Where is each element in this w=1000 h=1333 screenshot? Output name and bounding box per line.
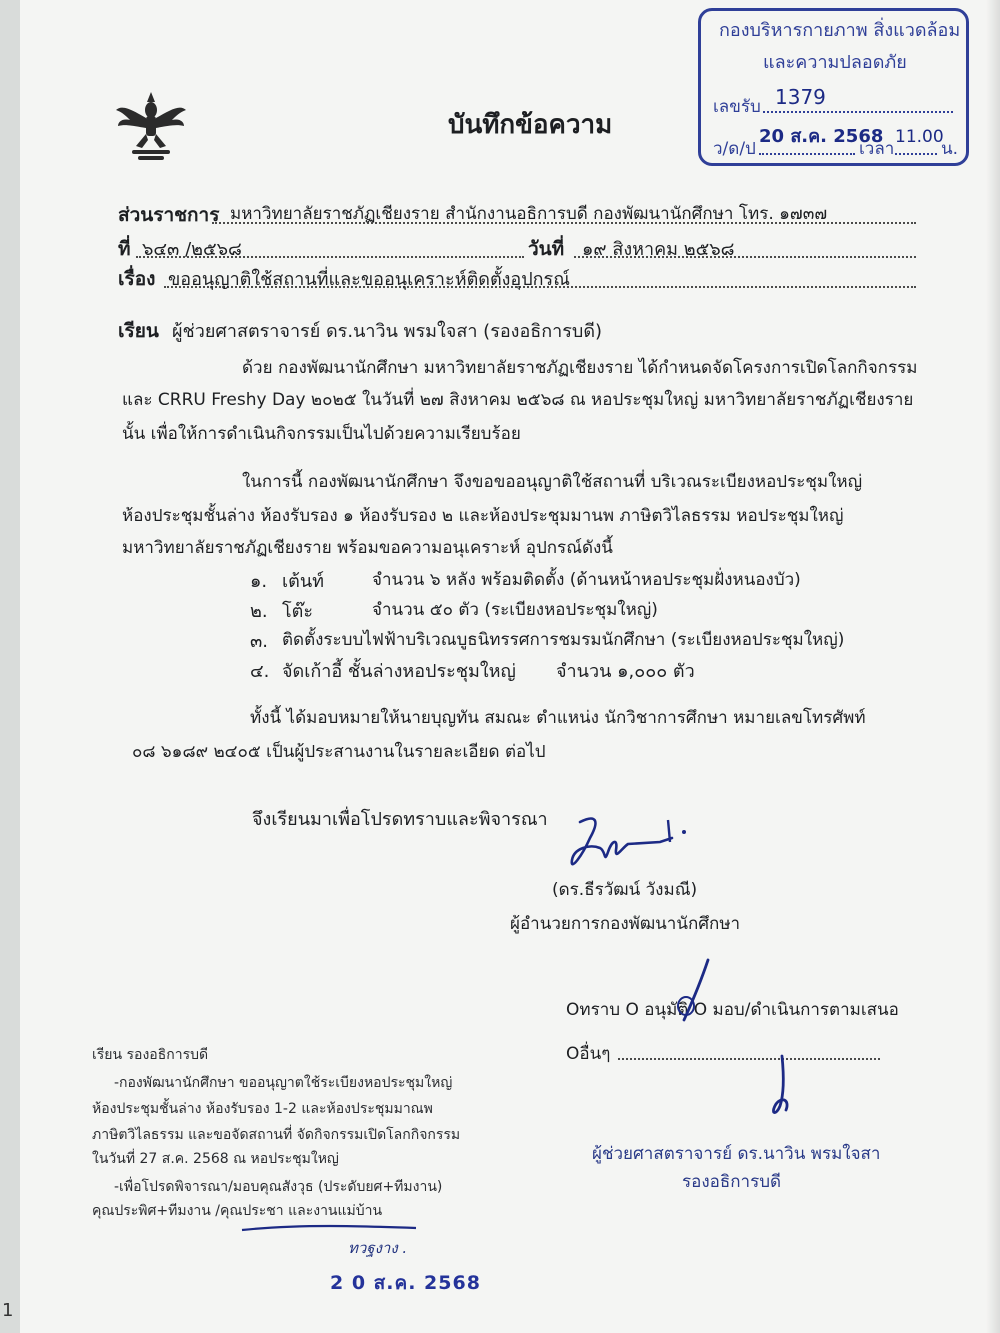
- closing-line: จึงเรียนมาเพื่อโปรดทราบและพิจารณา: [252, 809, 548, 830]
- item-2-detail: จำนวน ๕๐ ตัว (ระเบียงหอประชุมใหญ่): [372, 600, 658, 620]
- signer-title: ผู้อำนวยการกองพัฒนานักศึกษา: [510, 914, 741, 934]
- stamp-recv-label: เลขรับ: [713, 97, 761, 117]
- doc-date-label: วันที่: [528, 238, 565, 260]
- paragraph1-line3: นั้น เพื่อให้การดำเนินกิจกรรมเป็นไปด้วยความเรียบร้อย: [122, 424, 521, 444]
- stamp-time-label: เวลา: [859, 139, 895, 159]
- item-4-name: จัดเก้าอี้ ชั้นล่างหอประชุมใหญ่: [282, 661, 516, 682]
- item-2-no: ๒.: [250, 601, 268, 622]
- dept-label: ส่วนราชการ: [118, 204, 220, 226]
- director-signature: [560, 808, 700, 880]
- note-line5: ในวันที่ 27 ส.ค. 2568 ณ หอประชุมใหญ่: [92, 1151, 339, 1167]
- approver-title: รองอธิการบดี: [682, 1172, 782, 1192]
- item-4-no: ๔.: [250, 661, 270, 682]
- item-3-name: ติดตั้งระบบไฟฟ้าบริเวณบูธนิทรรศการชมรมนักศึกษา (ระเบียงหอประชุมใหญ่): [282, 630, 845, 650]
- approval-mark: [672, 954, 822, 1124]
- edge-mark: 1: [2, 1300, 14, 1321]
- note-line6: -เพื่อโปรดพิจารณา/มอบคุณสังวุธ (ประดับยศ+ทีมงาน): [114, 1179, 443, 1195]
- item-4-detail: จำนวน ๑,๐๐๐ ตัว: [556, 661, 695, 682]
- to-value: ผู้ช่วยศาสตราจารย์ ดร.นาวิน พรมใจสา (รองอธิการบดี): [172, 321, 603, 342]
- note-line7: คุณประพิศ+ทีมงาน /คุณประชา และงานแม่บ้าน: [92, 1203, 383, 1219]
- note-line3: ห้องประชุมชั้นล่าง ห้องรับรอง 1-2 และห้องประชุมมาณพ: [92, 1101, 433, 1117]
- stamp-recv-no: 1379: [775, 85, 826, 109]
- subject-label: เรื่อง: [118, 268, 156, 290]
- approver-name: ผู้ช่วยศาสตราจารย์ ดร.นาวิน พรมใจสา: [592, 1144, 881, 1164]
- doc-no-value: ๖๔๓ /๒๕๖๘: [142, 239, 242, 260]
- received-stamp: [698, 8, 969, 166]
- note-line1: เรียน รองอธิการบดี: [92, 1047, 209, 1063]
- note-initials: ทวฐงาง .: [348, 1239, 408, 1257]
- stamp-date-label: ว/ด/ป: [713, 139, 756, 159]
- document-title: บันทึกข้อความ: [448, 110, 613, 140]
- paragraph3-line2: ๐๘ ๖๑๘๙ ๒๔๐๕ เป็นผู้ประสานงานในรายละเอียด ต่อไป: [132, 742, 546, 762]
- note-underline: [240, 1222, 420, 1234]
- paragraph2-line1: ในการนี้ กองพัฒนานักศึกษา จึงขอขออนุญาติใช้สถานที่ บริเวณระเบียงหอประชุมใหญ่: [242, 472, 863, 492]
- decision-other: Oอื่นๆ: [566, 1044, 611, 1064]
- signer-name: (ดร.ธีรวัฒน์ วังมณี): [552, 880, 698, 900]
- note-date-stamp: 2 0 ส.ค. 2568: [330, 1272, 481, 1294]
- paragraph2-line2: ห้องประชุมชั้นล่าง ห้องรับรอง ๑ ห้องรับรอง ๒ และห้องประชุมมานพ ภาษิตวิไลธรรม หอประชุมใหญ่: [122, 506, 844, 526]
- subject-value: ขออนุญาติใช้สถานที่และขออนุเคราะห์ติดตั้งอุปกรณ์: [168, 269, 570, 290]
- paragraph2-line3: มหาวิทยาลัยราชภัฏเชียงราย พร้อมขอความอนุเคราะห์ อุปกรณ์ดังนี้: [122, 538, 613, 558]
- dept-value: มหาวิทยาลัยราชภัฏเชียงราย สำนักงานอธิการบดี กองพัฒนานักศึกษา โทร. ๑๗๓๗: [230, 204, 828, 224]
- doc-no-label: ที่: [118, 238, 131, 260]
- note-line2: -กองพัฒนานักศึกษา ขออนุญาตใช้ระเบียงหอประชุมใหญ่: [114, 1075, 453, 1091]
- item-1-name: เต้นท์: [282, 571, 325, 592]
- stamp-time-suffix: น.: [941, 139, 959, 159]
- paragraph3-line1: ทั้งนี้ ได้มอบหมายให้นายบุญทัน สมณะ ตำแหน่ง นักวิชาการศึกษา หมายเลขโทรศัพท์: [250, 708, 866, 728]
- item-1-detail: จำนวน ๖ หลัง พร้อมติดตั้ง (ด้านหน้าหอประชุมฝั่งหนองบัว): [372, 570, 801, 590]
- stamp-date: 20 ส.ค. 2568: [759, 126, 884, 147]
- item-2-name: โต๊ะ: [282, 601, 314, 622]
- stamp-line1: กองบริหารกายภาพ สิ่งแวดล้อม: [719, 20, 961, 41]
- item-3-no: ๓.: [250, 631, 269, 652]
- stamp-time: 11.00: [895, 127, 944, 147]
- doc-date-value: ๑๙ สิงหาคม ๒๕๖๘: [582, 239, 735, 260]
- stamp-line2: และความปลอดภัย: [763, 52, 907, 73]
- note-line4: ภาษิตวิไลธรรม และขอจัดสถานที่ จัดกิจกรรมเปิดโลกกิจกรรม: [92, 1127, 461, 1143]
- decision-options: Oทราบ O อนุมัติ O มอบ/ดำเนินการตามเสนอ: [566, 1000, 899, 1020]
- paragraph1-line1: ด้วย กองพัฒนานักศึกษา มหาวิทยาลัยราชภัฏเชียงราย ได้กำหนดจัดโครงการเปิดโลกกิจกรรม: [242, 358, 918, 378]
- to-label: เรียน: [118, 320, 159, 342]
- garuda-emblem-icon: [112, 88, 190, 166]
- binder-edge: [0, 0, 21, 1333]
- paragraph1-line2: และ CRRU Freshy Day ๒๐๒๕ ในวันที่ ๒๗ สิงหาคม ๒๕๖๘ ณ หอประชุมใหญ่ มหาวิทยาลัยราชภัฏเชียงราย: [122, 390, 914, 410]
- item-1-no: ๑.: [250, 571, 268, 592]
